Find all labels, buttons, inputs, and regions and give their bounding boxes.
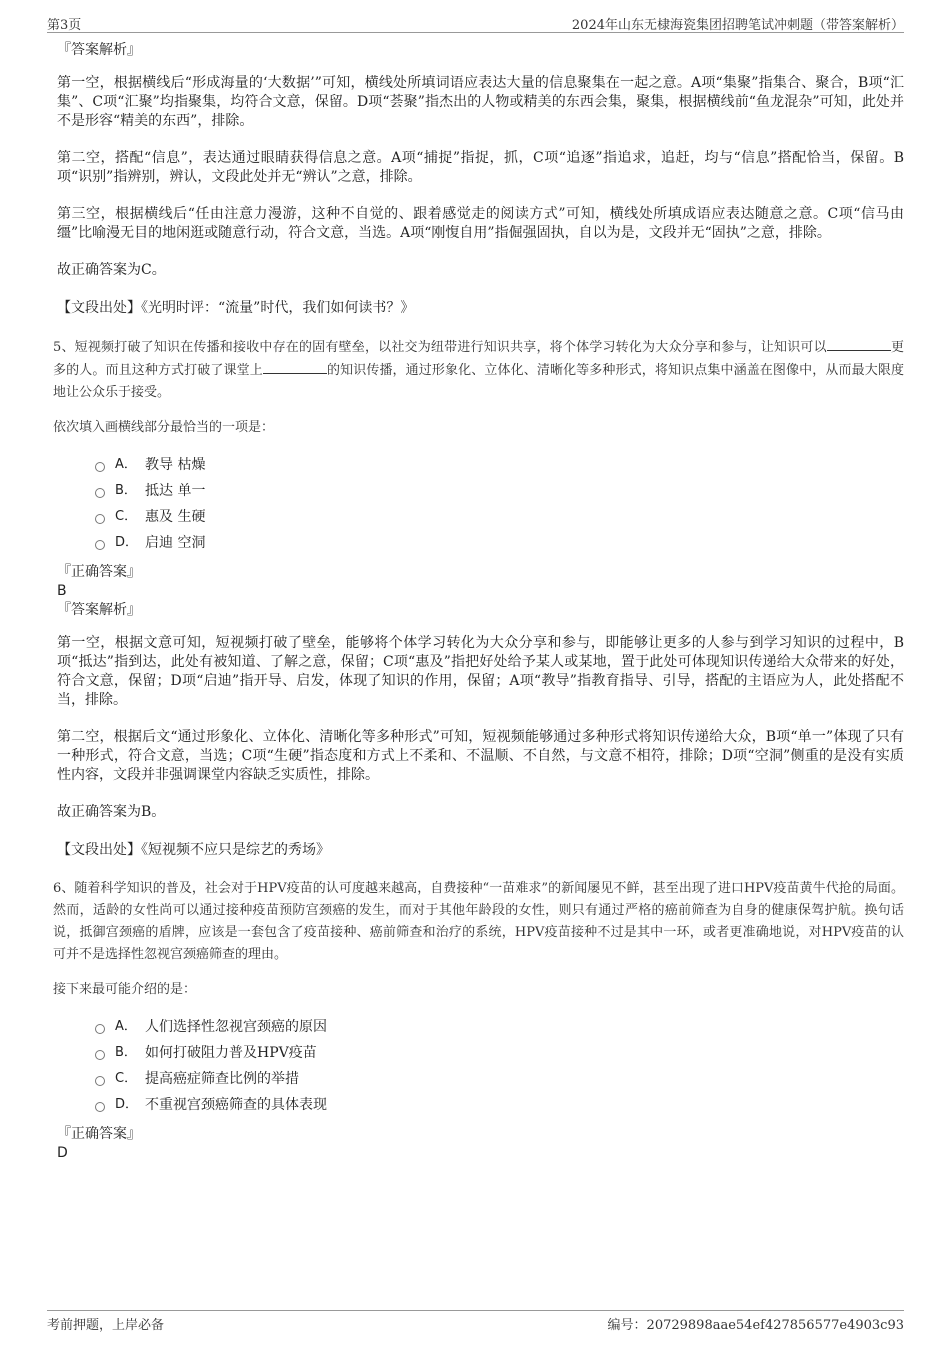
correct-answer-label: 『正确答案』	[57, 1126, 141, 1142]
radio-button[interactable]	[95, 514, 105, 524]
analysis-label: 『答案解析』	[57, 602, 141, 618]
radio-button[interactable]	[95, 1024, 105, 1034]
option-b[interactable]: B． 抵达 单一	[95, 478, 904, 504]
page-header	[47, 12, 904, 33]
question-6-options	[95, 1014, 904, 1118]
analysis-paragraph: 第二空，搭配“信息”，表达通过眼睛获得信息之意。A项“捕捉”指捉，抓，C项“追逐”指追求，追赶，均与“信息”搭配恰当，保留。B项“识别”指辨别，辨认，文段此处并无“辨认”之意，排除。	[57, 150, 904, 185]
analysis-paragraph: 第一空，根据横线后“形成海量的‘大数据’”可知，横线处所填词语应表达大量的信息聚集在一起之意。A项“集聚”指集合、聚合，B项“汇集”、C项“汇聚”均指聚集，均符合文意，保留。D项“荟聚”指杰出的人物或精美的东西会集，聚集，根据横线前“鱼龙混杂”可知，此处并不是形容“精美的东西”，排除。	[57, 75, 904, 129]
page-number: 第3页	[47, 18, 82, 33]
analysis-conclusion: 故正确答案为C。	[57, 262, 166, 278]
analysis-label: 『答案解析』	[57, 42, 141, 58]
radio-button[interactable]	[95, 540, 105, 550]
document-title: 2024年山东无棣海瓷集团招聘笔试冲刺题（带答案解析）	[571, 18, 904, 33]
question-6-prompt: 接下来最可能介绍的是：	[53, 982, 197, 997]
analysis-paragraph: 第三空，根据横线后“任由注意力漫游，这种不自觉的、跟着感觉走的阅读方式”可知，横线处所填成语应表达随意之意。C项“信马由缰”比喻漫无目的地闲逛或随意行动，符合文意，当选。A项“刚愎自用”指倔强固执，自以为是，文段并无“固执”之意，排除。	[57, 206, 904, 241]
radio-button[interactable]	[95, 1076, 105, 1086]
analysis-conclusion: 故正确答案为B。	[57, 804, 166, 820]
fill-blank	[263, 359, 327, 374]
analysis-paragraph: 第二空，根据后文“通过形象化、立体化、清晰化等多种形式”可知，短视频能够通过多种形式将知识传递给大众，B项“单一”体现了只有一种形式，符合文意，当选；C项“生硬”指态度和方式上不柔和、不温顺、不自然，与文意不相符，排除；D项“空洞”侧重的是没有实质性内容，文段并非强调课堂内容缺乏实质性，排除。	[57, 729, 904, 783]
question-5-prompt: 依次填入画横线部分最恰当的一项是：	[53, 420, 275, 435]
document-code: 编号：20729898aae54ef427856577e4903c93	[607, 1318, 904, 1333]
radio-button[interactable]	[95, 1102, 105, 1112]
passage-source: 【文段出处】《短视频不应只是综艺的秀场》	[57, 842, 330, 858]
question-6-text: 6、随着科学知识的普及，社会对于HPV疫苗的认可度越来越高，自费接种“一苗难求”的新闻屡见不鲜，甚至出现了进口HPV疫苗黄牛代抢的局面。然而，适龄的女性尚可以通过接种疫苗预防宫颈癌的发生，而对于其他年龄段的女性，则只有通过严格的癌前筛查为自身的健康保驾护航。换句话说，抵御宫颈癌的盾牌，应该是一套包含了疫苗接种、癌前筛查和治疗的系统，HPV疫苗接种不过是其中一环，或者更准确地说，对HPV疫苗的认可并不是选择性忽视宫颈癌筛查的理由。	[53, 881, 904, 962]
question-5-text: 5、短视频打破了知识在传播和接收中存在的固有壁垒，以社交为纽带进行知识共享，将个体学习转化为大众分享和参与，让知识可以 更多的人。而且这种方式打破了课堂上 的知识传播，通过形象化、立体化、清晰化等多种形式，将知识点集中涵盖在图像中，从而最大限度地让公众乐于接受。	[53, 336, 904, 404]
radio-button[interactable]	[95, 488, 105, 498]
correct-answer: D	[57, 1145, 68, 1161]
passage-source: 【文段出处】《光明时评：“流量”时代，我们如何读书？》	[57, 300, 415, 316]
page-content	[47, 40, 904, 1162]
correct-answer-label: 『正确答案』	[57, 564, 141, 580]
radio-button[interactable]	[95, 1050, 105, 1060]
option-b[interactable]: B． 如何打破阻力普及HPV疫苗	[95, 1040, 904, 1066]
fill-blank	[827, 336, 891, 351]
radio-button[interactable]	[95, 462, 105, 472]
correct-answer: B	[57, 583, 67, 599]
option-c[interactable]: C． 提高癌症筛查比例的举措	[95, 1066, 904, 1092]
option-a[interactable]: A． 人们选择性忽视宫颈癌的原因	[95, 1014, 904, 1040]
option-d[interactable]: D． 不重视宫颈癌筛查的具体表现	[95, 1092, 904, 1118]
analysis-paragraph: 第一空，根据文意可知，短视频打破了壁垒，能够将个体学习转化为大众分享和参与，即能够让更多的人参与到学习知识的过程中，B项“抵达”指到达，此处有被知道、了解之意，保留；C项“惠及”指把好处给予某人或某地，置于此处可体现知识传递给大众带来的好处，符合文意，保留；D项“启迪”指开导、启发，体现了知识的作用，保留；A项“教导”指教育指导、引导，搭配的主语应为人，此处搭配不当，排除。	[57, 635, 904, 708]
option-d[interactable]: D． 启迪 空洞	[95, 530, 904, 556]
footer-slogan: 考前押题，上岸必备	[47, 1318, 165, 1333]
question-5-options	[95, 452, 904, 556]
page-footer	[47, 1310, 904, 1331]
option-c[interactable]: C． 惠及 生硬	[95, 504, 904, 530]
option-a[interactable]: A． 教导 枯燥	[95, 452, 904, 478]
